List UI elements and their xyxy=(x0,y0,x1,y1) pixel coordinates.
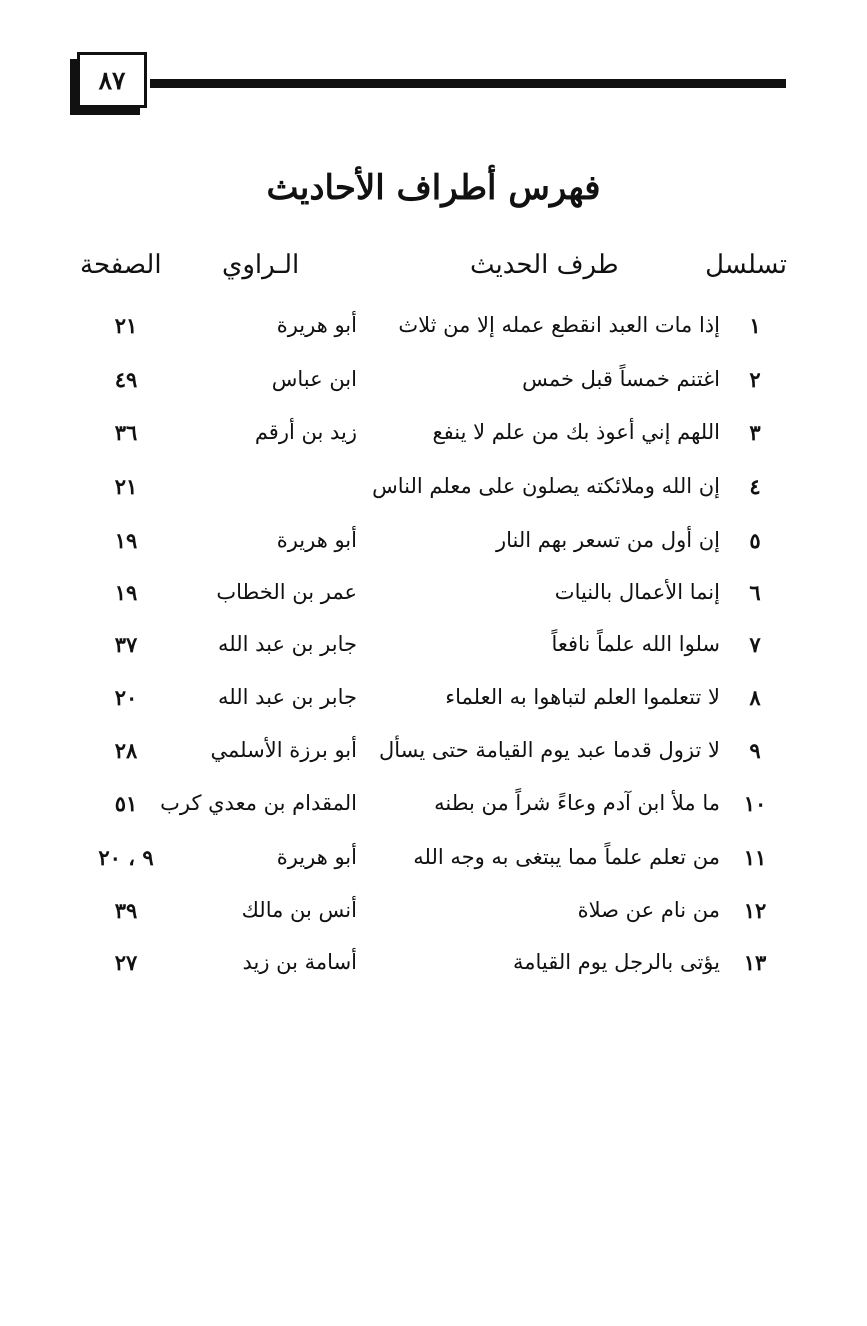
hadith-cell: اغتنم خمساً قبل خمس xyxy=(522,367,720,391)
table-row xyxy=(0,313,867,353)
header-rule xyxy=(150,79,786,88)
table-row xyxy=(0,420,867,460)
table-row xyxy=(0,738,867,778)
column-header-narrator: الـراوي xyxy=(222,250,300,280)
hadith-cell: لا تتعلموا العلم لتباهوا به العلماء xyxy=(445,685,720,709)
narrator-cell: جابر بن عبد الله xyxy=(217,632,357,656)
hadith-cell: لا تزول قدما عبد يوم القيامة حتى يسأل xyxy=(379,738,720,762)
serial-cell: ٧ xyxy=(749,632,761,657)
table-row xyxy=(0,950,867,990)
table-row xyxy=(0,791,867,831)
page-cell: ٢٨ xyxy=(114,738,138,763)
hadith-cell: من نام عن صلاة xyxy=(577,898,720,922)
page-number: ٨٧ xyxy=(77,52,147,108)
narrator-cell: المقدام بن معدي كرب xyxy=(160,791,357,815)
narrator-cell: زيد بن أرقم xyxy=(254,420,357,444)
page-cell: ١٩ xyxy=(114,528,138,553)
narrator-cell: ابن عباس xyxy=(271,367,357,391)
column-header-page: الصفحة xyxy=(80,250,162,280)
serial-cell: ١١ xyxy=(743,845,767,870)
table-row xyxy=(0,632,867,672)
narrator-cell: جابر بن عبد الله xyxy=(217,685,357,709)
page-cell: ٣٧ xyxy=(114,632,138,657)
serial-cell: ٣ xyxy=(749,420,761,445)
narrator-cell: أبو برزة الأسلمي xyxy=(210,738,357,762)
hadith-cell: سلوا الله علماً نافعاً xyxy=(551,632,720,656)
table-row xyxy=(0,367,867,407)
narrator-cell: أبو هريرة xyxy=(276,528,357,552)
hadith-cell: من تعلم علماً مما يبتغى به وجه الله xyxy=(413,845,720,869)
narrator-cell: أنس بن مالك xyxy=(241,898,357,922)
hadith-cell: إن الله وملائكته يصلون على معلم الناس xyxy=(372,474,720,498)
table-row xyxy=(0,580,867,620)
page-cell: ٣٦ xyxy=(114,420,138,445)
table-row xyxy=(0,845,867,885)
narrator-cell: عمر بن الخطاب xyxy=(216,580,357,604)
serial-cell: ١ xyxy=(749,313,761,338)
hadith-cell: إن أول من تسعر بهم النار xyxy=(495,528,720,552)
serial-cell: ٨ xyxy=(749,685,761,710)
page-cell: ٢١ xyxy=(114,474,138,499)
narrator-cell: أبو هريرة xyxy=(276,845,357,869)
serial-cell: ٤ xyxy=(749,474,761,499)
table-row xyxy=(0,898,867,938)
serial-cell: ١٣ xyxy=(743,950,767,975)
serial-cell: ٥ xyxy=(749,528,761,553)
hadith-cell: اللهم إني أعوذ بك من علم لا ينفع xyxy=(432,420,720,444)
page-title: فهرس أطراف الأحاديث xyxy=(266,168,601,208)
table-row xyxy=(0,474,867,514)
serial-cell: ١٠ xyxy=(743,791,767,816)
page-cell: ٩ ، ٢٠ xyxy=(98,845,154,870)
serial-cell: ٩ xyxy=(749,738,761,763)
table-row xyxy=(0,528,867,568)
serial-cell: ٢ xyxy=(749,367,761,392)
serial-cell: ٦ xyxy=(749,580,761,605)
page-cell: ٣٩ xyxy=(114,898,138,923)
hadith-cell: إنما الأعمال بالنيات xyxy=(554,580,720,604)
hadith-cell: ما ملأ ابن آدم وعاءً شراً من بطنه xyxy=(434,791,720,815)
hadith-cell: يؤتى بالرجل يوم القيامة xyxy=(513,950,720,974)
page-cell: ٢١ xyxy=(114,313,138,338)
hadith-cell: إذا مات العبد انقطع عمله إلا من ثلاث xyxy=(398,313,720,337)
table-row xyxy=(0,685,867,725)
narrator-cell: أبو هريرة xyxy=(276,313,357,337)
serial-cell: ١٢ xyxy=(743,898,767,923)
column-header-hadith: طرف الحديث xyxy=(470,250,619,280)
page-cell: ٢٧ xyxy=(114,950,138,975)
narrator-cell: أسامة بن زيد xyxy=(242,950,357,974)
column-header-serial: تسلسل xyxy=(705,250,787,280)
page-cell: ١٩ xyxy=(114,580,138,605)
page-cell: ٤٩ xyxy=(114,367,138,392)
page-cell: ٢٠ xyxy=(114,685,138,710)
page-cell: ٥١ xyxy=(114,791,138,816)
